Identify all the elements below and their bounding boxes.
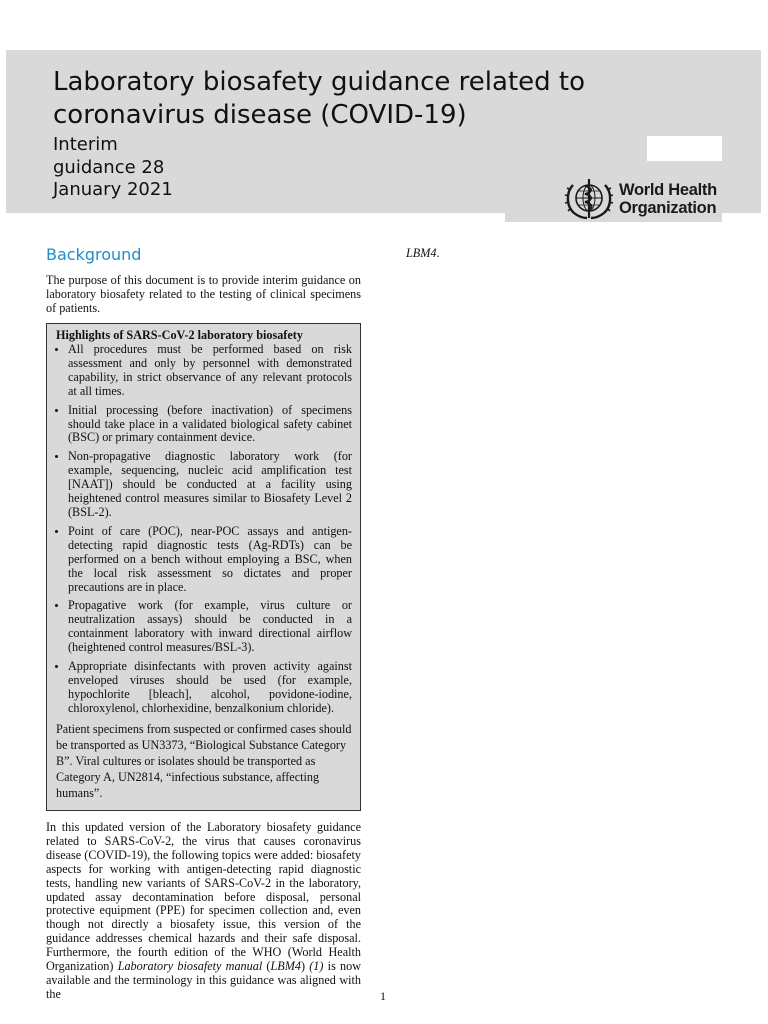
subtitle-line: guidance 28	[53, 156, 165, 178]
highlights-box	[46, 323, 361, 811]
document-subtitle	[53, 134, 173, 202]
body-text: )	[300, 959, 310, 974]
subtitle-line: January 2021	[53, 179, 173, 200]
right-column-suffix: .	[436, 246, 440, 260]
body-text: is now available and the terminology in this guidance was aligned with the	[46, 959, 362, 1001]
highlight-item: • Point of care (POC), near-POC assays and antigen-detecting rapid diagnostic tests (Ag-RDTs) can be performed on a bench without employing a BSC, when the local risk assessment so dictates and proper precautions are in place.	[68, 525, 352, 595]
subtitle-line: Interim	[53, 134, 118, 155]
highlight-item: • Initial processing (before inactivation) of specimens should take place in a validated biological safety cabinet (BSC) or primary containment device.	[68, 404, 352, 446]
right-column-text	[406, 246, 440, 261]
logo-text-line: Organization	[619, 199, 717, 217]
who-emblem-icon	[562, 176, 616, 222]
body-paragraph	[46, 821, 361, 1002]
header-white-block	[647, 136, 722, 161]
body-text: In this updated version of the Laboratory biosafety guidance related to SARS-CoV-2, the virus that causes coronavirus disease (COVID-19), the following topics were added: biosafety aspects for working with antigen-detecting rapid diagnostic tests, handling new variants of SARS-CoV-2 in the laboratory, updated assay decontamination before disposal, personal protective equipment (PPE) for specimen collection and, even though not directly a biosafety issue, this version of the guidance addresses chemical hazards and their safe disposal. Furthermore, the fourth edition of the WHO (World Health Organization)	[46, 820, 361, 974]
right-column-italic: LBM4	[406, 246, 437, 260]
body-italic-text: Laboratory biosafety manual	[117, 959, 263, 974]
highlight-item: • Propagative work (for example, virus culture or neutralization assays) should be conducted in a containment laboratory with inward directional airflow (heightened control measures/BSL-3).	[68, 599, 352, 655]
who-logo	[562, 176, 717, 222]
page-number: 1	[380, 989, 386, 1003]
body-italic-text: LBM4	[270, 959, 301, 974]
document-title: Laboratory biosafety guidance related to coronavirus disease (COVID-19)	[53, 67, 586, 130]
highlights-list	[56, 343, 352, 716]
intro-paragraph: The purpose of this document is to provide interim guidance on laboratory biosafety related to the testing of clinical specimens of patients.	[46, 273, 361, 315]
transport-note: Patient specimens from suspected or confirmed cases should be transported as UN3373, “Biological Substance Category B”. Viral cultures or isolates should be transported as Category A, UN2814, “infectious substance, affecting humans”.	[56, 721, 352, 801]
body-text: (	[262, 959, 271, 974]
highlights-title: Highlights of SARS-CoV-2 laboratory biosafety	[56, 328, 303, 342]
highlight-item: • Appropriate disinfectants with proven activity against enveloped viruses should be used (for example, hypochlorite [bleach], alcohol, povidone-iodine, chloroxylenol, chlorhexidine, benzalkonium chloride).	[68, 660, 352, 716]
section-heading: Background	[46, 245, 142, 264]
logo-text	[619, 181, 717, 217]
highlight-item: • Non-propagative diagnostic laboratory work (for example, sequencing, nucleic acid amplification test [NAAT]) should be conducted at a facility using heightened control measures similar to Biosafety Level 2 (BSL-2).	[68, 450, 352, 520]
logo-text-line: World Health	[619, 181, 717, 199]
highlight-item: • All procedures must be performed based on risk assessment and only by personnel with demonstrated capability, in strict observance of any relevant protocols at all times.	[68, 343, 352, 399]
citation-reference: (1)	[309, 959, 324, 974]
